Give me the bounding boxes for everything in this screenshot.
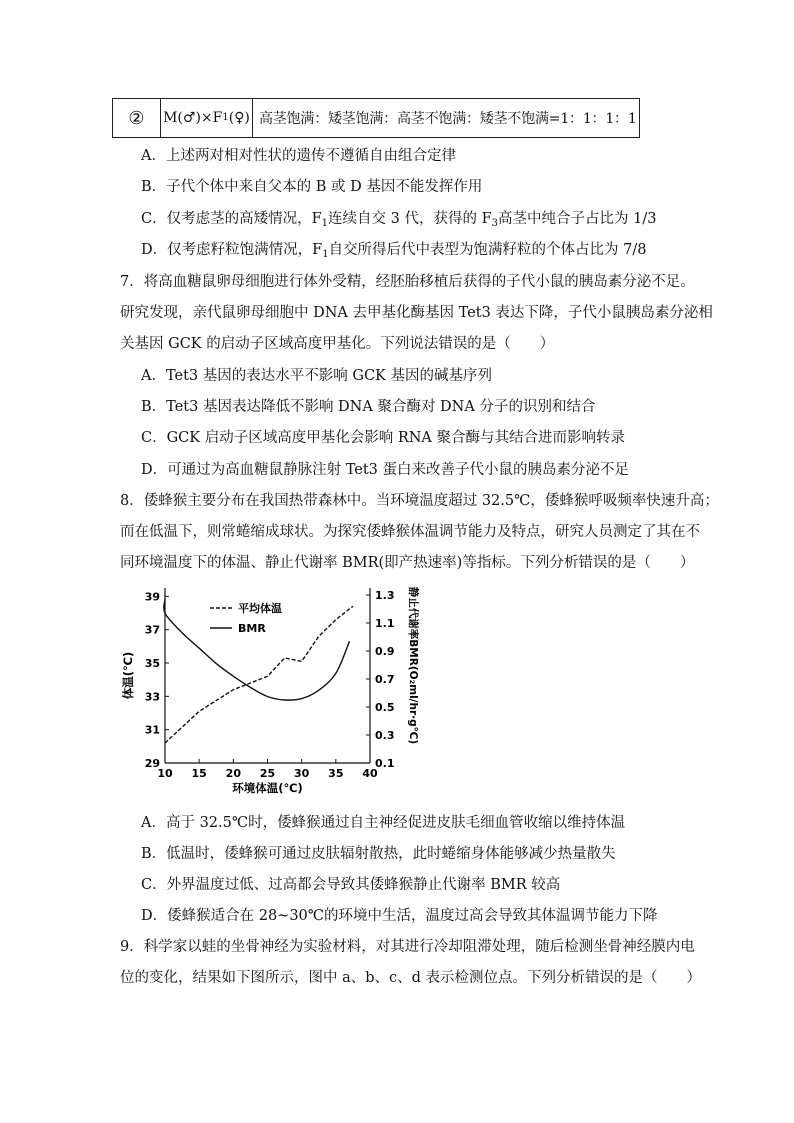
cross-result-table-row	[112, 98, 640, 138]
q8-option-b: B．低温时，倭蜂猴可通过皮肤辐射散热，此时蜷缩身体能够减少热量散失	[141, 846, 616, 862]
q9-stem-line-1: 9．科学家以蛙的坐骨神经为实验材料，对其进行冷却阻滞处理，随后检测坐骨神经膜内电	[120, 939, 695, 955]
y-left-tick-label: 35	[144, 657, 160, 670]
x-tick-label: 20	[225, 767, 241, 780]
y-axis-right-label: 静止代谢率BMR(O₂ml/hr·g℃)	[407, 586, 419, 745]
table-row-number: ②	[113, 99, 161, 137]
q7-stem-line-1: 7．将高血糖鼠卵母细胞进行体外受精，经胚胎移植后获得的子代小鼠的胰岛素分泌不足。	[120, 274, 695, 290]
q8-option-d: D．倭蜂猴适合在 28~30℃的环境中生活，温度过高会导致其体温调节能力下降	[141, 908, 658, 924]
y-right-tick-label: 1.1	[375, 617, 395, 630]
table-result-cell: 高茎饱满：矮茎饱满：高茎不饱满：矮茎不饱满=1：1：1：1	[259, 111, 637, 127]
x-tick-label: 40	[362, 767, 378, 780]
q7-option-b: B．Tet3 基因表达降低不影响 DNA 聚合酶对 DNA 分子的识别和结合	[141, 399, 596, 415]
q8-stem-line-1: 8．倭蜂猴主要分布在我国热带森林中。当环境温度超过 32.5℃，倭蜂猴呼吸频率快速升高；	[120, 493, 719, 509]
q8-stem-line-3: 同环境温度下的体温、静止代谢率 BMR(即产热速率)等指标。下列分析错误的是（ ）	[120, 555, 695, 571]
y-right-tick-label: 0.3	[375, 729, 395, 742]
q7-stem-line-2: 研究发现，亲代鼠卵母细胞中 DNA 去甲基化酶基因 Tet3 表达下降，子代小鼠胰岛素分泌相	[120, 305, 713, 321]
x-tick-label: 30	[294, 767, 310, 780]
q7-option-d: D．可通过为高血糖鼠静脉注射 Tet3 蛋白来改善子代小鼠的胰岛素分泌不足	[141, 462, 630, 478]
y-right-tick-label: 0.7	[375, 673, 395, 686]
temperature-bmr-chart	[120, 578, 419, 798]
y-left-tick-label: 39	[144, 590, 160, 604]
q7-option-a: A．Tet3 基因的表达水平不影响 GCK 基因的碱基序列	[141, 368, 492, 384]
y-right-tick-label: 0.9	[375, 645, 395, 658]
legend-label: BMR	[238, 622, 266, 635]
q9-stem-line-2: 位的变化，结果如下图所示，图中 a、b、c、d 表示检测位点。下列分析错误的是（ ）	[120, 970, 702, 986]
y-left-tick-label: 37	[144, 623, 160, 637]
x-tick-label: 10	[157, 767, 173, 780]
q7-stem-line-3: 关基因 GCK 的启动子区域高度甲基化。下列说法错误的是（ ）	[120, 336, 555, 352]
q8-option-a: A．高于 32.5℃时，倭蜂猴通过自主神经促进皮肤毛细血管收缩以维持体温	[141, 815, 626, 831]
y-left-tick-label: 33	[144, 690, 160, 704]
x-tick-label: 35	[328, 767, 344, 780]
q6-option-c: C．仅考虑茎的高矮情况，$F_1$连续自交 3 代，获得的 $F_3$高茎中纯合子占比为 1/3	[141, 211, 657, 229]
y-right-tick-label: 0.5	[375, 701, 395, 714]
q8-stem-line-2: 而在低温下，则常蜷缩成球状。为探究倭蜂猴体温调节能力及特点，研究人员测定了其在不	[120, 524, 700, 540]
chart-lines	[164, 599, 353, 743]
q6-option-d: D．仅考虑籽粒饱满情况，$F_1$自交所得后代中表型为饱满籽粒的个体占比为 7/8	[141, 242, 647, 260]
q6-option-b: B．子代个体中来自父本的 B 或 D 基因不能发挥作用	[141, 179, 483, 195]
x-tick-label: 25	[259, 767, 276, 780]
y-right-tick-label: 0.1	[375, 757, 395, 770]
x-tick-label: 15	[191, 767, 207, 780]
q8-option-c: C．外界温度过低、过高都会导致其倭蜂猴静止代谢率 BMR 较高	[141, 877, 561, 893]
y-right-tick-label: 1.3	[375, 589, 395, 602]
q6-option-a: A．上述两对相对性状的遗传不遵循自由组合定律	[141, 148, 456, 164]
table-cross-cell: M(♂)×F 1 (♀)	[161, 99, 253, 137]
y-left-tick-label: 31	[144, 723, 160, 737]
chart-axes	[121, 587, 420, 795]
chart-legend	[210, 601, 282, 635]
q7-option-c: C．GCK 启动子区域高度甲基化会影响 RNA 聚合酶与其结合进而影响转录	[141, 430, 626, 446]
legend-label: 平均体温	[238, 602, 282, 615]
y-axis-left-label: 体温(℃)	[121, 651, 135, 700]
y-left-tick-label: 29	[144, 757, 160, 770]
x-axis-label: 环境体温(℃)	[232, 781, 303, 795]
